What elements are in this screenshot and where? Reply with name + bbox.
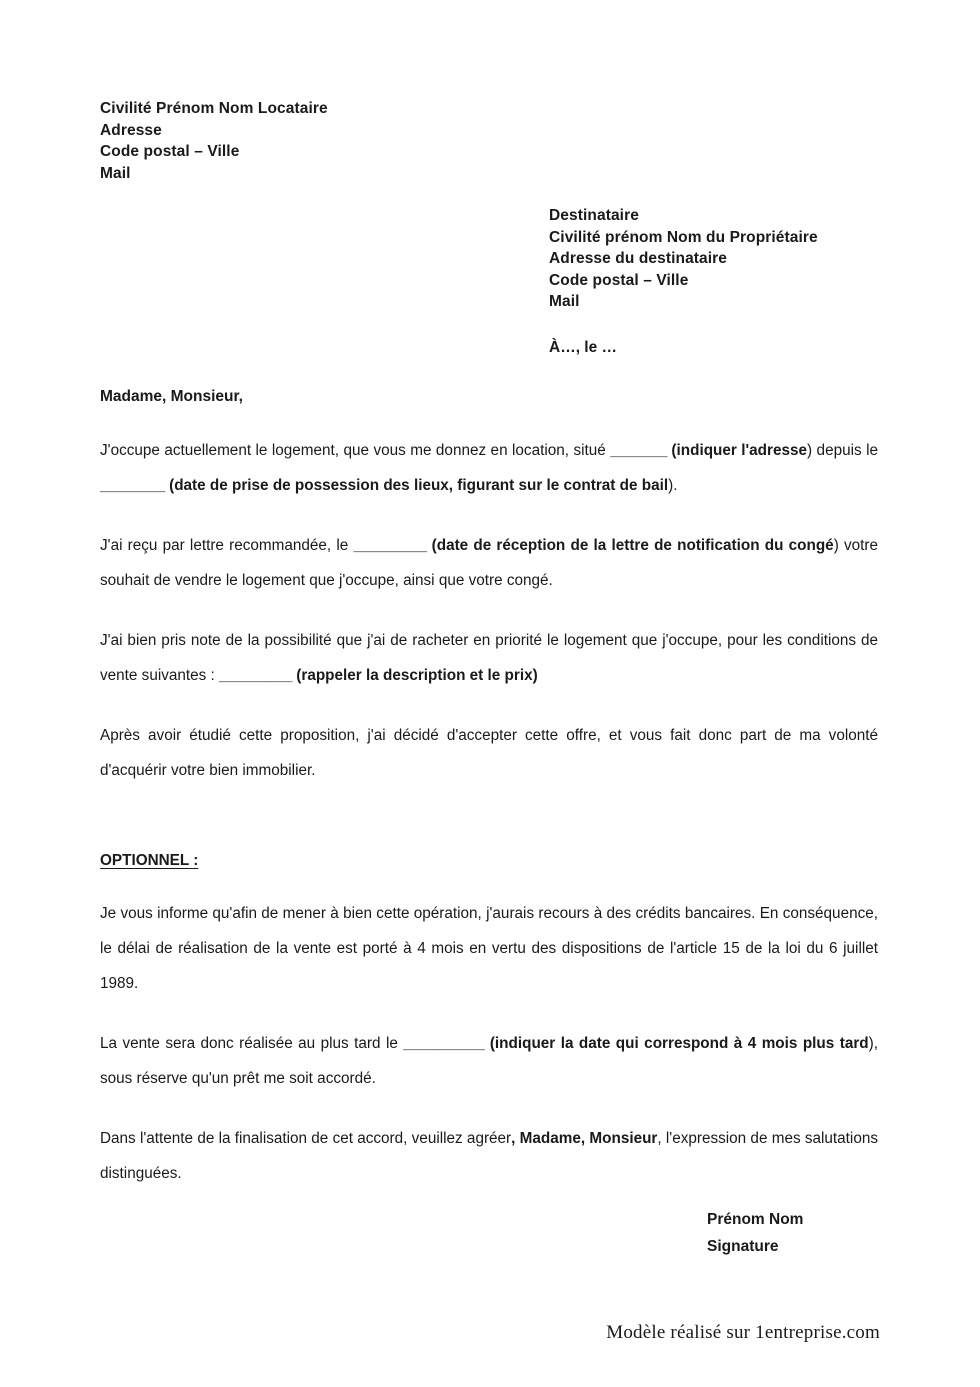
optional-section-header-row [100, 818, 878, 874]
sender-name: Civilité Prénom Nom Locataire [100, 100, 328, 117]
p1-blank-2: ________ [100, 476, 165, 494]
paragraph-occupation [100, 433, 878, 503]
p1-text-3: ). [668, 476, 678, 494]
paragraph-sale-deadline [100, 1026, 878, 1096]
p7-bold-1: , Madame, Monsieur [511, 1129, 658, 1147]
recipient-address: Adresse du destinataire [549, 250, 728, 267]
footer-credit: Modèle réalisé sur 1entreprise.com [606, 1322, 880, 1343]
p6-blank-1: __________ [403, 1034, 485, 1052]
sender-address: Adresse [100, 121, 162, 139]
paragraph-acceptance: Après avoir étudié cette proposition, j'ai décidé d'accepter cette offre, et vous fait donc part de ma volonté d'acquérir votre bien immobilier. [100, 726, 878, 779]
optional-section-heading: OPTIONNEL : [100, 851, 199, 869]
sender-address-block [100, 98, 878, 184]
place-date-line: À…, le … [549, 338, 618, 356]
document-body [100, 98, 878, 1260]
p3-bold-1: (rappeler la description et le prix) [292, 666, 538, 684]
p3-blank-1: _________ [219, 666, 293, 684]
p2-text-1: J'ai reçu par lettre recommandée, le [100, 536, 354, 554]
p1-blank-1: _______ [610, 441, 667, 459]
signature-label: Signature [707, 1237, 779, 1255]
p6-text-2: ), sous réserve qu'un prêt me soit accordé. [100, 1034, 878, 1087]
recipient-city: Code postal – Ville [549, 271, 689, 289]
paragraph-registered-letter [100, 528, 878, 598]
sender-mail: Mail [100, 164, 131, 182]
p2-bold-1: (date de réception de la lettre de notification du congé [426, 536, 834, 554]
p2-blank-1: _________ [353, 536, 427, 554]
p6-bold-1: (indiquer la date qui correspond à 4 mois plus tard [484, 1034, 869, 1052]
paragraph-preemption-right [100, 623, 878, 693]
p2-text-2: ) votre souhait de vendre le logement que j'occupe, ainsi que votre congé. [100, 536, 878, 589]
sender-city: Code postal – Ville [100, 143, 240, 160]
salutation: Madame, Monsieur, [100, 388, 243, 405]
p1-text-2: ) depuis le [807, 441, 878, 459]
recipient-name: Civilité prénom Nom du Propriétaire [549, 228, 818, 246]
p1-text-1: J'occupe actuellement le logement, que vous me donnez en location, situé [100, 441, 611, 459]
p3-text-1: J'ai bien pris note de la possibilité que j'ai de racheter en priorité le logement que j'occupe, pour les conditions de vente suivantes : [100, 631, 878, 684]
paragraph-bank-credit: Je vous informe qu'afin de mener à bien cette opération, j'aurais recours à des crédits bancaires. En conséquence, le délai de réalisation de la vente est porté à 4 mois en vertu des dispositions de l'article 15 de la loi du 6 juillet 1989. [100, 904, 878, 992]
p7-text-1: Dans l'attente de la finalisation de cet accord, veuillez agréer [100, 1129, 512, 1147]
recipient-heading: Destinataire [549, 207, 639, 224]
paragraph-closing [100, 1121, 878, 1191]
recipient-address-wrapper [100, 205, 878, 358]
p7-text-2: , l'expression de mes salutations distinguées. [100, 1129, 878, 1182]
signature-block [100, 1206, 878, 1260]
recipient-address-block [549, 205, 878, 313]
p1-bold-2: (date de prise de possession des lieux, figurant sur le contrat de bail [164, 476, 669, 494]
recipient-mail: Mail [549, 293, 580, 310]
p1-bold-1: (indiquer l'adresse [666, 441, 808, 459]
signature-name: Prénom Nom [707, 1210, 804, 1228]
p6-text-1: La vente sera donc réalisée au plus tard le [100, 1034, 404, 1052]
